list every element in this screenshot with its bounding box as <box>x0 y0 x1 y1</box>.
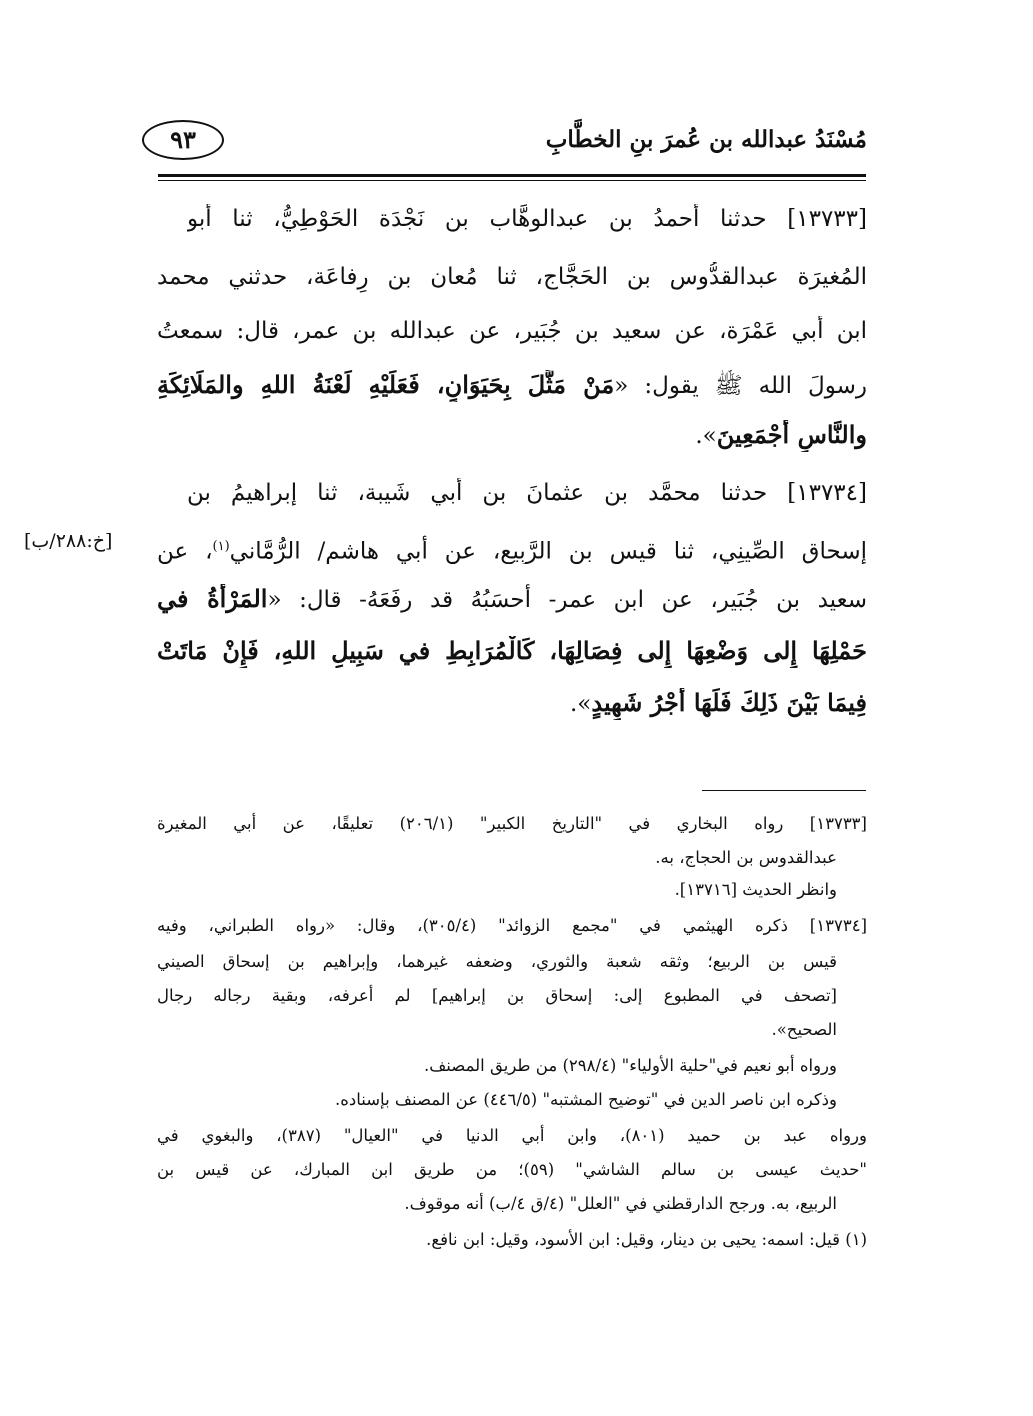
page-number-badge: ٩٣ <box>142 120 224 160</box>
header-rule-thick <box>158 174 866 177</box>
footnote-line: وانظر الحديث [١٣٧١٦]. <box>674 880 837 899</box>
footnote-line: ورواه أبو نعيم في"حلية الأولياء" (٢٩٨/٤) من طريق المصنف. <box>423 1056 837 1075</box>
hadith-prophetic-text: مَنْ مَثَّلَ بِحَيَوَانٍ، فَعَلَيْهِ لَعْنَةُ اللهِ والمَلَائِكَةِ <box>157 370 615 399</box>
hadith-13733-line-2: المُغيرَة عبدالقدُّوس بن الحَجَّاج، ثنا مُعان بن رِفاعَة، حدثني محمد <box>157 264 867 290</box>
footnote-line: الربيع، به. ورجح الدارقطني في "العلل" (٤/ق ٤/ب) أنه موقوف. <box>404 1194 837 1213</box>
hadith-prophetic-text: المَرْأَةُ في <box>157 584 268 613</box>
footnote-line: [١٣٧٣٣] رواه البخاري في "التاريخ الكبير" (٢٠٦/١) تعليقًا، عن أبي المغيرة <box>157 814 867 833</box>
hadith-prophetic-text: فِيمَا بَيْنَ ذَلِكَ فَلَهَا أَجْرُ شَهِيدٍ <box>591 688 867 717</box>
hadith-text-plain: ، عن <box>157 538 213 564</box>
header-rule-thin <box>158 180 866 181</box>
footnote-line: وذكره ابن ناصر الدين في "توضيح المشتبه" (٤٤٦/٥) عن المصنف بإسناده. <box>334 1090 837 1109</box>
hadith-13734-line-1: [١٣٧٣٤] حدثنا محمَّد بن عثمانَ بن أبي شَيبة، ثنا إبراهيمُ بن <box>187 480 867 506</box>
running-header-title: مُسْنَدُ عبدالله بن عُمرَ بنِ الخطَّابِ <box>545 126 867 153</box>
hadith-13734-line-4 <box>157 636 867 668</box>
footnote-line: "حديث عيسى بن سالم الشاشي" (٥٩)؛ من طريق ابن المبارك، عن قيس بن <box>157 1160 867 1179</box>
hadith-prophetic-text: حَمْلِهَا إِلى وَضْعِهَا إِلى فِصَالِهَا، كَالْمُرَابِطِ في سَبِيلِ اللهِ، فَإِنْ مَاتَتْ <box>157 636 867 665</box>
footnote-line: عبدالقدوس بن الحجاج، به. <box>655 848 837 867</box>
footnote-line: ورواه عبد بن حميد (٨٠١)، وابن أبي الدنيا في "العيال" (٣٨٧)، والبغوي في <box>157 1126 867 1145</box>
manuscript-folio-note: [خ:٢٨٨/ب] <box>24 530 113 552</box>
hadith-text-plain: ». <box>695 423 717 449</box>
hadith-13734-line-5 <box>157 688 867 720</box>
hadith-text-plain: سعيد بن جُبَير، عن ابن عمر- أحسَبُهُ قد رفَعَهُ- قال: « <box>267 587 867 613</box>
hadith-13733-line-5 <box>157 420 867 452</box>
hadith-prophetic-text: والنَّاسِ أَجْمَعِينَ <box>716 420 867 449</box>
hadith-13734-line-3 <box>157 584 867 616</box>
footnote-separator <box>702 790 866 791</box>
hadith-text-plain: إسحاق الصِّينِي، ثنا قيس بن الرَّبِيع، عن أبي هاشم/ الرُّمَّاني <box>229 538 867 564</box>
footnote-marker[interactable]: (١) <box>212 539 230 554</box>
hadith-text-plain: رسولَ الله ﷺ يقول: « <box>614 373 867 399</box>
footnote-line: قيس بن الربيع؛ وثقه شعبة والثوري، وضعفه غيرهما، وإبراهيم بن إسحاق الصيني <box>157 952 837 971</box>
footnote-line: [١٣٧٣٤] ذكره الهيثمي في "مجمع الزوائد" (٣٠٥/٤)، وقال: «رواه الطبراني، وفيه <box>157 916 867 935</box>
hadith-13734-line-2 <box>157 532 867 564</box>
footnote-line: الصحيح». <box>771 1020 837 1039</box>
footnote-line: (١) قيل: اسمه: يحيى بن دينار، وقيل: ابن الأسود، وقيل: ابن نافع. <box>426 1230 867 1249</box>
hadith-text-plain: ». <box>569 691 592 717</box>
footnote-line: [تصحف في المطبوع إلى: إسحاق بن إبراهيم] لم أعرفه، وبقية رجاله رجال <box>157 986 837 1005</box>
hadith-13733-line-3: ابن أبي عَمْرَة، عن سعيد بن جُبَير، عن عبدالله بن عمر، قال: سمعتُ <box>157 318 867 344</box>
hadith-13733-line-4 <box>157 370 867 402</box>
hadith-13733-line-1: [١٣٧٣٣] حدثنا أحمدُ بن عبدالوهَّاب بن نَجْدَة الحَوْطِيُّ، ثنا أبو <box>187 206 867 232</box>
